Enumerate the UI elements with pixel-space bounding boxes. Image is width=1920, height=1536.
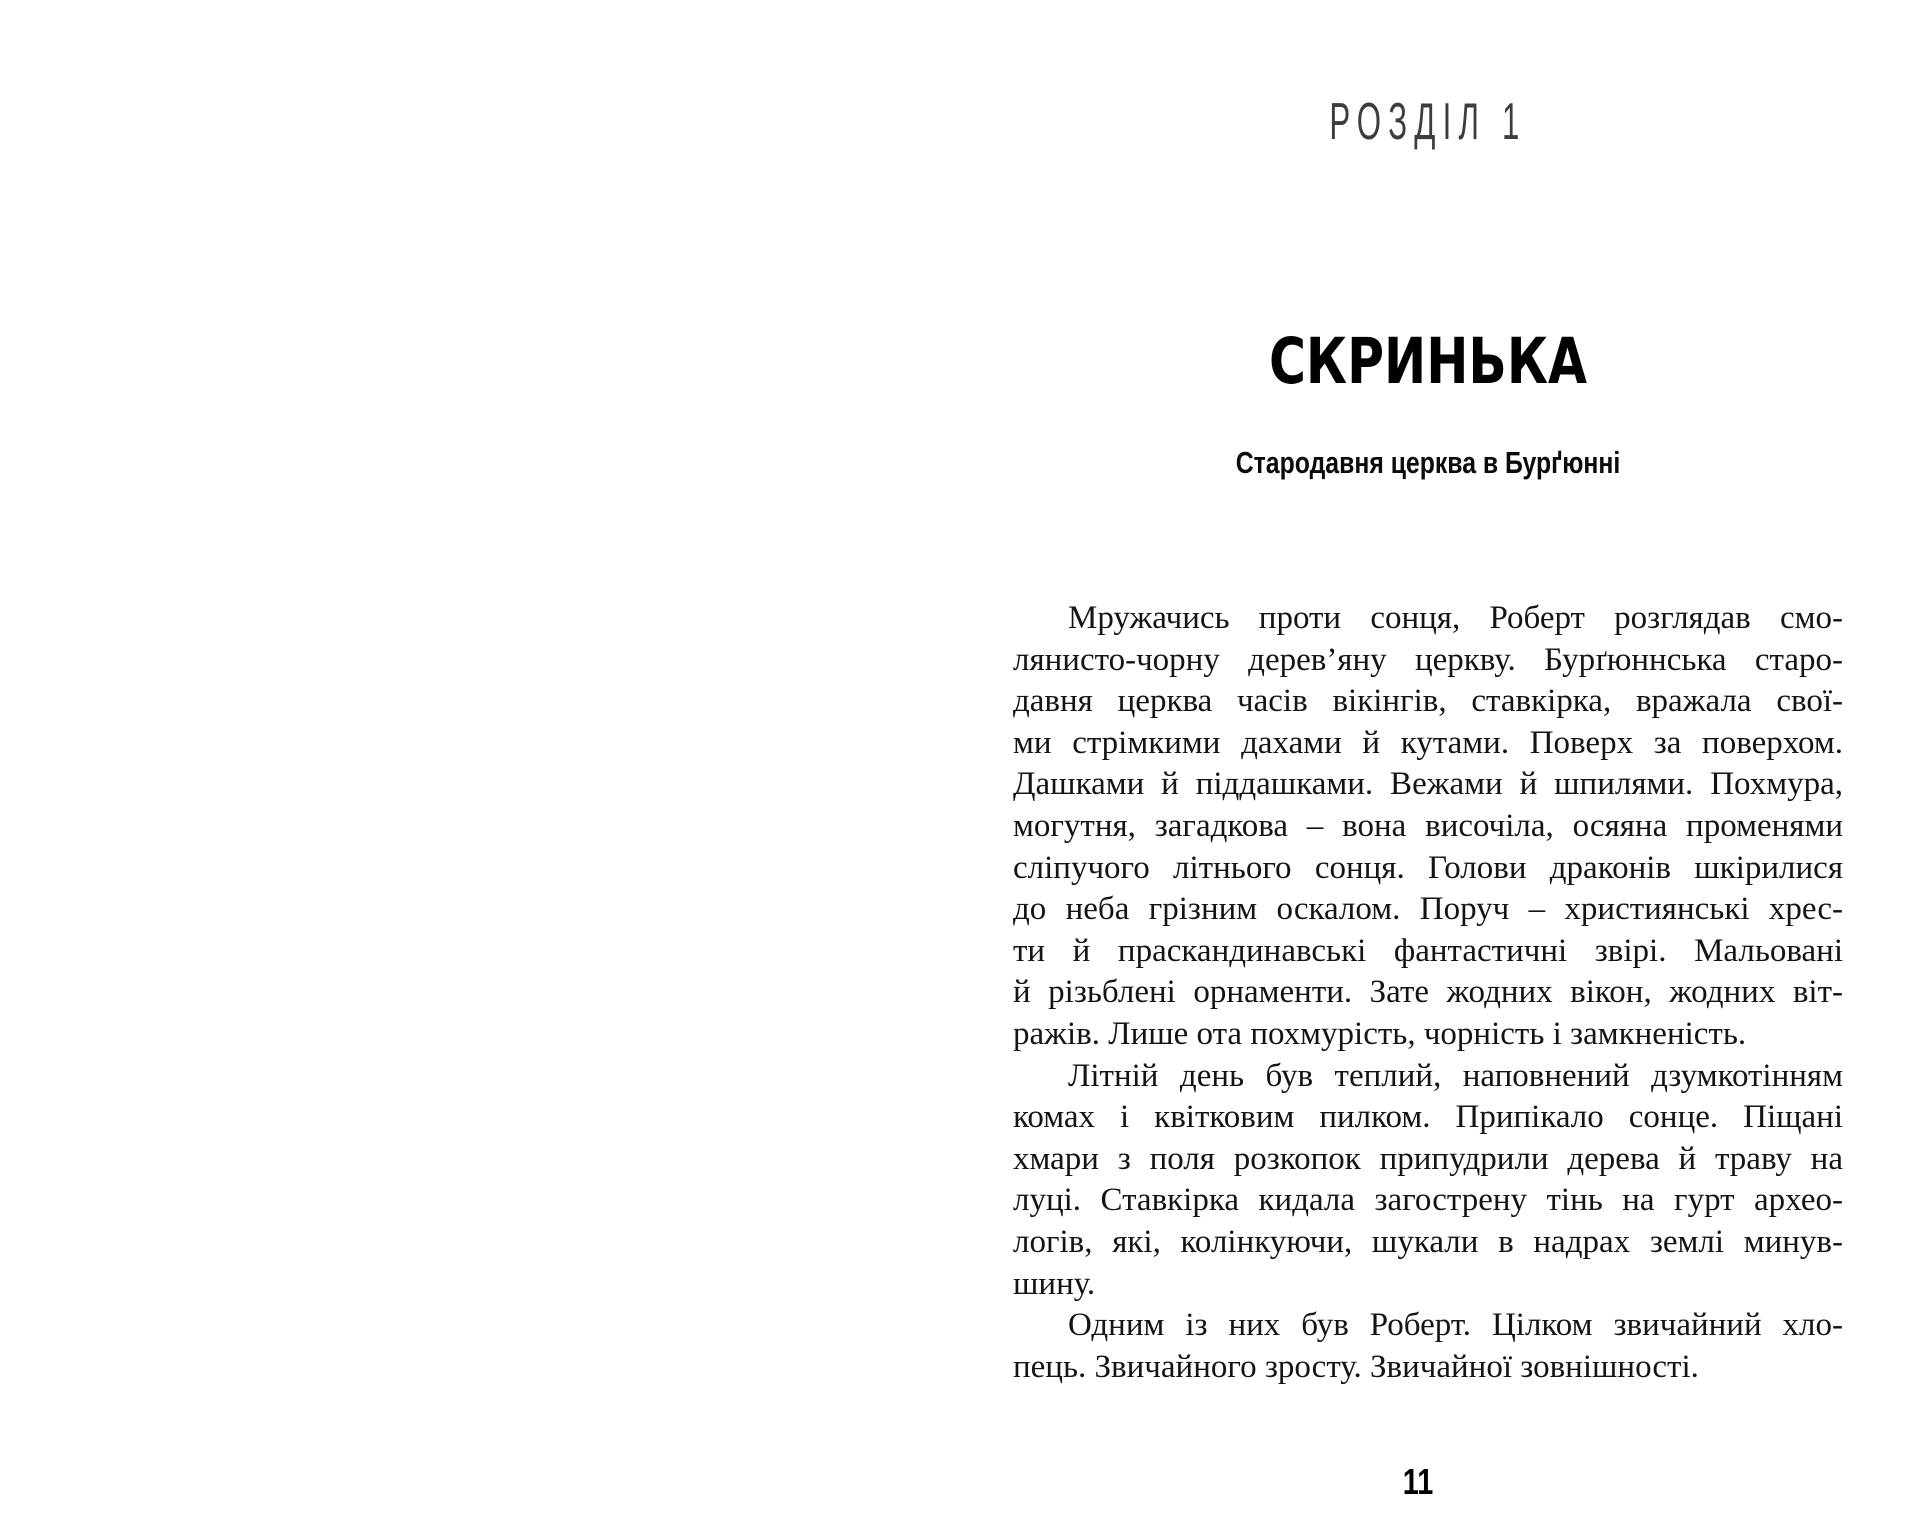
body-line: ми стрімкими дахами й кутами. Поверх за поверхом. bbox=[1013, 724, 1843, 761]
body-line: хмари з поля розкопок припудрили дерева й траву на bbox=[1013, 1140, 1843, 1177]
chapter-header: РОЗДІЛ 1 bbox=[1329, 93, 1527, 151]
body-line: й різьблені орнаменти. Зате жодних вікон, жодних віт- bbox=[1013, 974, 1843, 1011]
body-line: шину. bbox=[1013, 1265, 1096, 1302]
body-line: сліпучого літнього сонця. Голови драконів шкірилися bbox=[1013, 849, 1843, 886]
page-number: 11 bbox=[1402, 1461, 1434, 1502]
body-line: Одним із них був Роберт. Цілком звичайний хло- bbox=[1068, 1307, 1843, 1344]
body-line: луці. Ставкірка кидала загострену тінь на гурт архео- bbox=[1013, 1182, 1843, 1219]
body-text bbox=[1013, 598, 1843, 1388]
body-line: Дашками й піддашками. Вежами й шпилями. Похмура, bbox=[1013, 766, 1843, 803]
body-line: комах і квітковим пилком. Припікало сонце. Піщані bbox=[1013, 1099, 1843, 1136]
body-line: лянисто-чорну дерев’яну церкву. Бурґюннська старо- bbox=[1013, 641, 1843, 678]
chapter-title: СКРИНЬКА bbox=[1268, 325, 1588, 398]
body-line: Літній день був теплий, наповнений дзумкотінням bbox=[1068, 1057, 1843, 1094]
chapter-subtitle: Стародавня церква в Бурґюнні bbox=[1235, 445, 1621, 480]
body-line: ти й праскандинавські фантастичні звірі. Мальовані bbox=[1013, 932, 1843, 969]
body-line: могутня, загадкова – вона височіла, осяяна променями bbox=[1013, 807, 1843, 844]
body-line: пець. Звичайного зросту. Звичайної зовнішності. bbox=[1013, 1348, 1699, 1385]
body-line: до неба грізним оскалом. Поруч – християнські хрес- bbox=[1013, 891, 1843, 928]
body-line: Мружачись проти сонця, Роберт розглядав смо- bbox=[1068, 600, 1843, 636]
body-line: логів, які, колінкуючи, шукали в надрах землі минув- bbox=[1013, 1223, 1843, 1260]
body-line: давня церква часів вікінгів, ставкірка, вражала свої- bbox=[1013, 683, 1843, 720]
body-line: ражів. Лише ота похмурість, чорність і замкненість. bbox=[1013, 1015, 1747, 1052]
